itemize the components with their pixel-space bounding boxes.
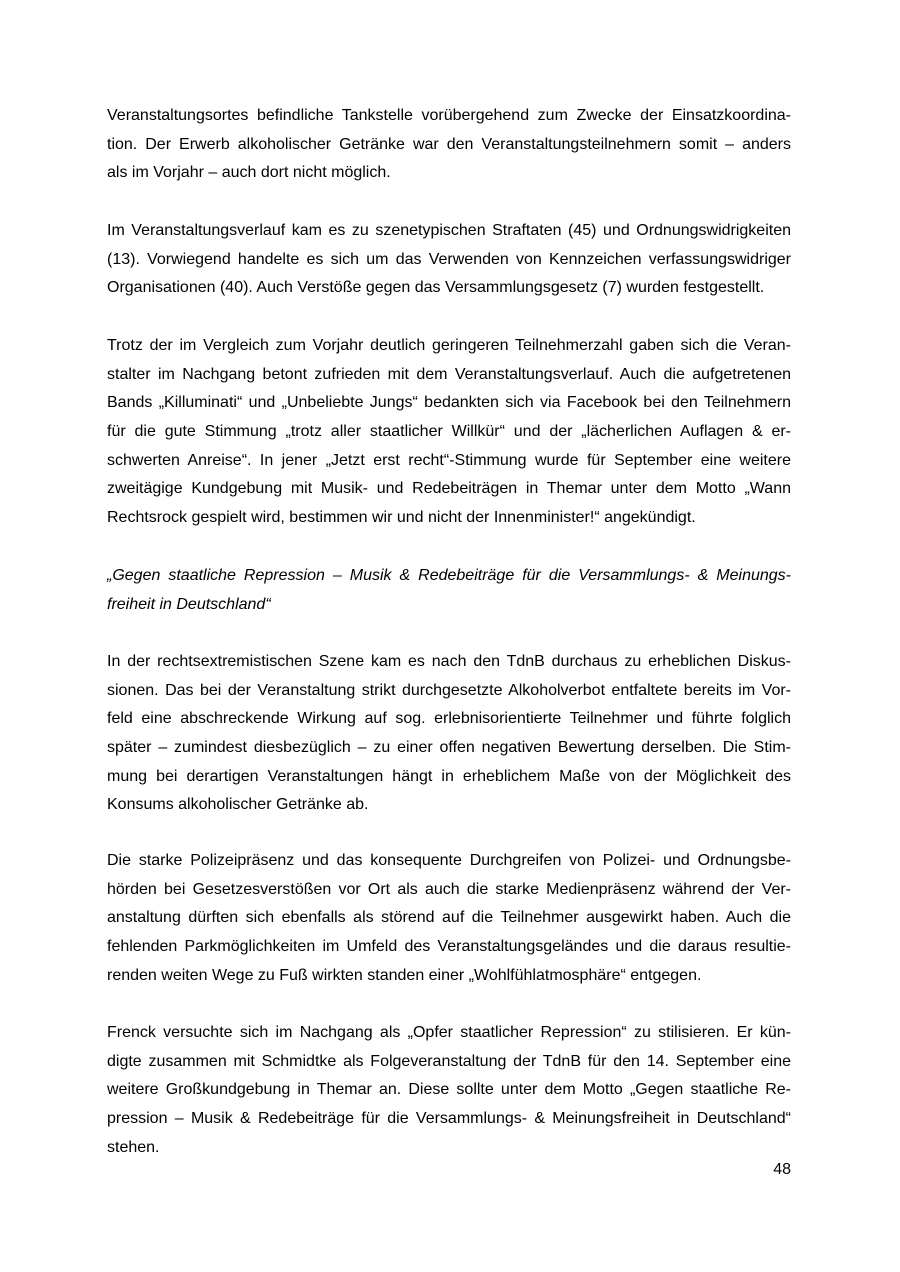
- text-line: Im Veranstaltungsverlauf kam es zu szenetypischen Straftaten (45) und Ordnungswidrigkeiten: [107, 222, 791, 239]
- text-line: Die starke Polizeipräsenz und das konsequente Durchgreifen von Polizei- und Ordnungsbe-: [107, 852, 791, 869]
- text-line: Konsums alkoholischer Getränke ab.: [107, 796, 369, 814]
- text-line: renden weiten Wege zu Fuß wirkten standen einer „Wohlfühlatmosphäre“ entgegen.: [107, 966, 702, 984]
- paragraph-5: [107, 648, 791, 820]
- text-line: pression – Musik & Redebeiträge für die Versammlungs- & Meinungsfreiheit in Deutschland“: [107, 1110, 791, 1128]
- text-line: mung bei derartigen Veranstaltungen hängt in erheblichem Maße von der Möglichkeit des: [107, 767, 791, 785]
- text-line: Bands „Killuminati“ und „Unbeliebte Jungs“ bedankten sich via Facebook bei den Teilnehmern: [107, 394, 791, 412]
- text-line: stalter im Nachgang betont zufrieden mit dem Veranstaltungsverlauf. Auch die aufgetretenen: [107, 365, 791, 383]
- text-line: In der rechtsextremistischen Szene kam es nach den TdnB durchaus zu erheblichen Diskus-: [107, 653, 791, 670]
- paragraph-2: [107, 217, 791, 303]
- text-line: hörden bei Gesetzesverstößen vor Ort als auch die starke Medienpräsenz während der Ver-: [107, 880, 791, 898]
- text-line: zweitägige Kundgebung mit Musik- und Redebeiträgen in Themar unter dem Motto „Wann: [107, 480, 791, 498]
- text-line: „Gegen staatliche Repression – Musik & Redebeiträge für die Versammlungs- & Meinungs-: [107, 567, 791, 584]
- text-line: tion. Der Erwerb alkoholischer Getränke war den Veranstaltungsteilnehmern somit – anders: [107, 135, 791, 153]
- text-line: anstaltung dürften sich ebenfalls als störend auf die Teilnehmer ausgewirkt haben. Auch die: [107, 909, 791, 927]
- text-line: weitere Großkundgebung in Themar an. Diese sollte unter dem Motto „Gegen staatliche Re-: [107, 1081, 791, 1099]
- text-line: für die gute Stimmung „trotz aller staatlicher Willkür“ und der „lächerlichen Auflagen & er-: [107, 423, 791, 441]
- text-line: digte zusammen mit Schmidtke als Folgeveranstaltung der TdnB für den 14. September eine: [107, 1052, 791, 1070]
- page-number: 48: [773, 1161, 791, 1178]
- text-line: fehlenden Parkmöglichkeiten im Umfeld des Veranstaltungsgeländes und die daraus resultie-: [107, 938, 791, 956]
- text-line: Rechtsrock gespielt wird, bestimmen wir und nicht der Innenminister!“ angekündigt.: [107, 509, 696, 527]
- text-line: feld eine abschreckende Wirkung auf sog. erlebnisorientierte Teilnehmer und führte folglich: [107, 710, 791, 728]
- text-line: Frenck versuchte sich im Nachgang als „Opfer staatlicher Repression“ zu stilisieren. Er kün-: [107, 1024, 791, 1041]
- paragraph-6: [107, 847, 791, 990]
- text-line: später – zumindest diesbezüglich – zu einer offen negativen Bewertung derselben. Die Stim-: [107, 739, 791, 757]
- paragraph-1: [107, 102, 791, 188]
- text-line: Organisationen (40). Auch Verstöße gegen das Versammlungsgesetz (7) wurden festgestellt.: [107, 279, 765, 297]
- text-line: Trotz der im Vergleich zum Vorjahr deutlich geringeren Teilnehmerzahl gaben sich die Veran-: [107, 337, 791, 354]
- text-line: stehen.: [107, 1138, 160, 1156]
- text-line: freiheit in Deutschland“: [107, 595, 271, 613]
- section-heading: [107, 562, 791, 619]
- text-line: als im Vorjahr – auch dort nicht möglich.: [107, 164, 391, 182]
- text-line: sionen. Das bei der Veranstaltung strikt durchgesetzte Alkoholverbot entfaltete bereits im Vor-: [107, 681, 791, 699]
- text-line: Veranstaltungsortes befindliche Tankstelle vorübergehend zum Zwecke der Einsatzkoordina-: [107, 107, 791, 124]
- text-line: schwerten Anreise“. In jener „Jetzt erst recht“-Stimmung wurde für September eine weitere: [107, 451, 791, 469]
- paragraph-3: [107, 332, 791, 533]
- text-line: (13). Vorwiegend handelte es sich um das Verwenden von Kennzeichen verfassungswidriger: [107, 250, 791, 268]
- paragraph-7: [107, 1019, 791, 1162]
